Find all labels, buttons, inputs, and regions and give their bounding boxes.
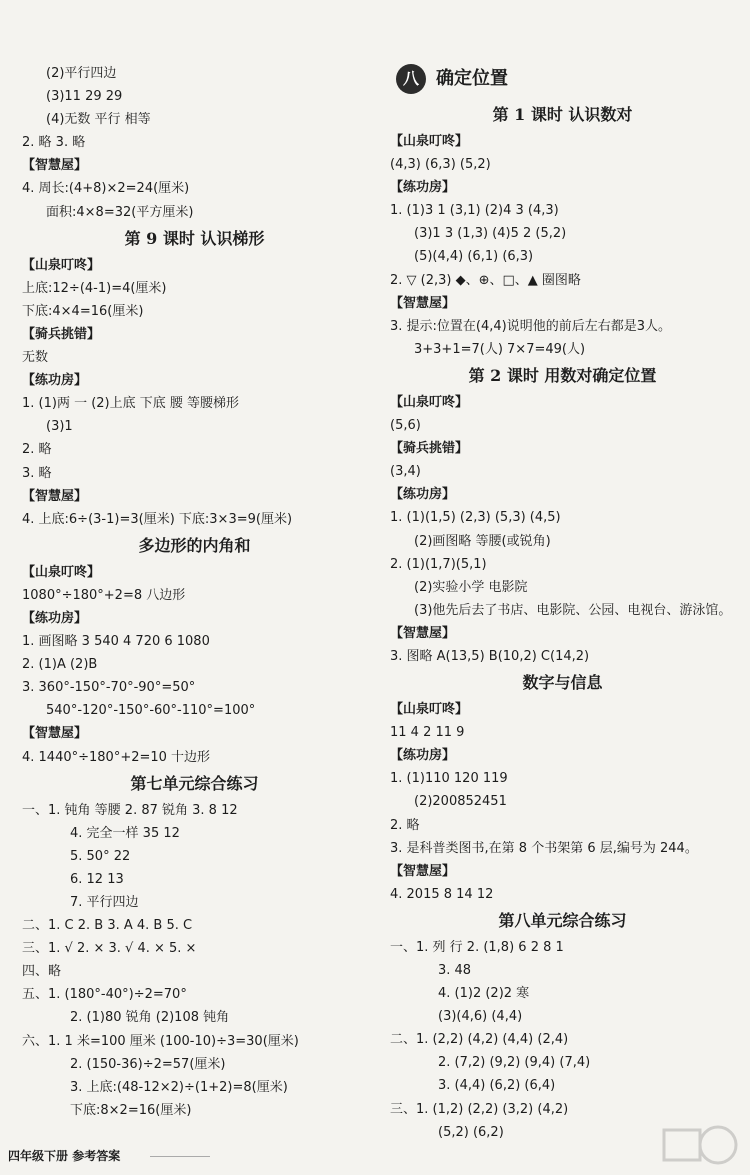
answer-line: 2. (150-36)÷2=57(厘米) — [70, 1056, 226, 1072]
answer-line: (2)实验小学 电影院 — [414, 579, 528, 595]
answer-line: (3)他先后去了书店、电影院、公园、电视台、游泳馆。 — [414, 602, 732, 618]
answer-line: 4. 1440°÷180°+2=10 十边形 — [22, 749, 211, 765]
answer-line: 2. (1)80 锐角 (2)108 钝角 — [70, 1010, 230, 1026]
answer-line: 1. (1)3 1 (3,1) (2)4 3 (4,3) — [390, 203, 559, 219]
section-heading: 第 9 课时 认识梯形 — [124, 228, 265, 248]
answer-line: 7. 平行四边 — [70, 895, 139, 910]
answer-line: 1. (1)(1,5) (2,3) (5,3) (4,5) — [390, 510, 561, 526]
unit-title: 确定位置 — [436, 68, 508, 89]
unit-number-badge: 八 — [396, 64, 426, 94]
answer-line: 上底:12÷(4-1)=4(厘米) — [22, 280, 167, 296]
answer-line: 2. ▽ (2,3) ◆、⊕、□、▲ 圈图略 — [390, 272, 581, 288]
subsection-label: 【练功房】 — [390, 487, 456, 503]
answer-line: (5,2) (6,2) — [438, 1124, 504, 1140]
section-heading: 第 2 课时 用数对确定位置 — [468, 365, 657, 385]
answer-line: 一、1. 列 行 2. (1,8) 6 2 8 1 — [390, 939, 564, 955]
subsection-label: 【骑兵挑错】 — [390, 441, 469, 457]
answer-line: 11 4 2 11 9 — [390, 725, 465, 741]
answer-line: 1. 画图略 3 540 4 720 6 1080 — [22, 634, 210, 650]
answer-line: 3. 略 — [22, 465, 52, 481]
answer-line: 2. 略 — [390, 817, 420, 833]
page-footer — [8, 1147, 120, 1164]
subsection-label: 【智慧屋】 — [22, 158, 88, 174]
answer-line: (2)画图略 等腰(或锐角) — [414, 533, 551, 549]
section-heading: 第七单元综合练习 — [130, 773, 259, 793]
answer-line: 1. (1)两 一 (2)上底 下底 腰 等腰梯形 — [22, 396, 240, 412]
answer-line: 六、1. 1 米=100 厘米 (100-10)÷3=30(厘米) — [22, 1033, 299, 1049]
answer-line: (5,6) — [390, 418, 421, 434]
right-column — [390, 62, 735, 1144]
answer-line: (5)(4,4) (6,1) (6,3) — [414, 249, 534, 265]
subsection-label: 【练功房】 — [22, 610, 88, 626]
answer-line: (3)11 29 29 — [46, 89, 123, 105]
answer-line: 4. 完全一样 35 12 — [70, 825, 180, 841]
subsection-label: 【练功房】 — [390, 748, 456, 764]
answer-line: 3. 48 — [438, 963, 472, 978]
subsection-label: 【练功房】 — [390, 180, 456, 196]
answer-line: 4. (1)2 (2)2 寒 — [438, 986, 530, 1002]
subsection-label: 【练功房】 — [22, 373, 88, 389]
answer-line: 3. 360°-150°-70°-90°=50° — [22, 680, 196, 696]
section-heading: 第八单元综合练习 — [498, 910, 627, 930]
answer-line: 1080°÷180°+2=8 八边形 — [22, 587, 186, 603]
section-heading: 多边形的内角和 — [138, 535, 251, 555]
answer-line: (4)无数 平行 相等 — [46, 112, 151, 128]
section-heading: 第 1 课时 认识数对 — [492, 105, 633, 124]
answer-line: 5. 50° 22 — [70, 848, 131, 864]
subsection-label: 【山泉叮咚】 — [22, 564, 101, 580]
footer-answers-label: 参考答案 — [72, 1149, 121, 1163]
footer-rule — [150, 1156, 210, 1157]
answer-line: 4. 2015 8 14 12 — [390, 886, 494, 902]
footer-grade-label: 四年级下册 — [8, 1149, 69, 1163]
subsection-label: 【智慧屋】 — [390, 295, 456, 311]
answer-line: (3,4) — [390, 464, 421, 480]
answer-line: 二、1. (2,2) (4,2) (4,4) (2,4) — [390, 1032, 569, 1048]
subsection-label: 【智慧屋】 — [22, 726, 88, 742]
answer-line: 6. 12 13 — [70, 871, 124, 887]
subsection-label: 【山泉叮咚】 — [22, 257, 101, 273]
answer-line: 1. (1)110 120 119 — [390, 771, 508, 787]
answer-line: 面积:4×8=32(平方厘米) — [46, 204, 194, 220]
answer-line: 下底:8×2=16(厘米) — [70, 1102, 192, 1118]
subsection-label: 【骑兵挑错】 — [22, 326, 101, 342]
answer-line: 五、1. (180°-40°)÷2=70° — [22, 987, 187, 1003]
answer-line: (2)200852451 — [414, 794, 507, 810]
answer-line: 二、1. C 2. B 3. A 4. B 5. C — [22, 918, 193, 934]
subsection-label: 【山泉叮咚】 — [390, 134, 469, 149]
subsection-label: 【智慧屋】 — [390, 625, 456, 641]
unit-heading — [390, 62, 735, 96]
answer-line: 下底:4×4=16(厘米) — [22, 303, 144, 319]
answer-line: 3. 上底:(48-12×2)÷(1+2)=8(厘米) — [70, 1079, 288, 1095]
answer-line: 2. 略 — [22, 442, 52, 458]
answer-line: 3. 图略 A(13,5) B(10,2) C(14,2) — [390, 648, 590, 664]
answer-line: 无数 — [22, 350, 49, 366]
answer-line: 三、1. (1,2) (2,2) (3,2) (4,2) — [390, 1101, 569, 1117]
answer-line: 540°-120°-150°-60°-110°=100° — [46, 703, 256, 719]
subsection-label: 【山泉叮咚】 — [390, 702, 469, 718]
answer-line: 3. (4,4) (6,2) (6,4) — [438, 1078, 556, 1094]
answer-line: 3. 是科普类图书,在第 8 个书架第 6 层,编号为 244。 — [390, 840, 698, 856]
answer-line: 2. (7,2) (9,2) (9,4) (7,4) — [438, 1055, 591, 1071]
subsection-label: 【智慧屋】 — [22, 488, 88, 504]
right-column-lines — [390, 100, 735, 1144]
answer-line: 4. 周长:(4+8)×2=24(厘米) — [22, 181, 190, 197]
answer-line: 3. 提示:位置在(4,4)说明他的前后左右都是3人。 — [390, 318, 672, 334]
answer-line: 2. (1)(1,7)(5,1) — [390, 556, 487, 572]
answer-line: 3+3+1=7(人) 7×7=49(人) — [414, 341, 586, 357]
answer-line: 四、略 — [22, 964, 62, 980]
answer-line: 2. (1)A (2)B — [22, 657, 98, 673]
left-column — [22, 62, 367, 1122]
subsection-label: 【智慧屋】 — [390, 863, 456, 879]
answer-line: 三、1. √ 2. × 3. √ 4. × 5. × — [22, 941, 197, 957]
answer-line: 4. 上底:6÷(3-1)=3(厘米) 下底:3×3=9(厘米) — [22, 511, 293, 527]
answer-line: 2. 略 3. 略 — [22, 135, 86, 151]
answer-line: (4,3) (6,3) (5,2) — [390, 157, 491, 173]
section-heading: 数字与信息 — [522, 673, 603, 693]
answer-line: (3)1 3 (1,3) (4)5 2 (5,2) — [414, 226, 567, 242]
answer-line: (3)(4,6) (4,4) — [438, 1009, 523, 1025]
answer-line: (2)平行四边 — [46, 66, 117, 81]
subsection-label: 【山泉叮咚】 — [390, 394, 469, 410]
answer-line: (3)1 — [46, 419, 73, 435]
answer-line: 一、1. 钝角 等腰 2. 87 锐角 3. 8 12 — [22, 802, 238, 818]
watermark-stamp-icon — [660, 1120, 740, 1170]
